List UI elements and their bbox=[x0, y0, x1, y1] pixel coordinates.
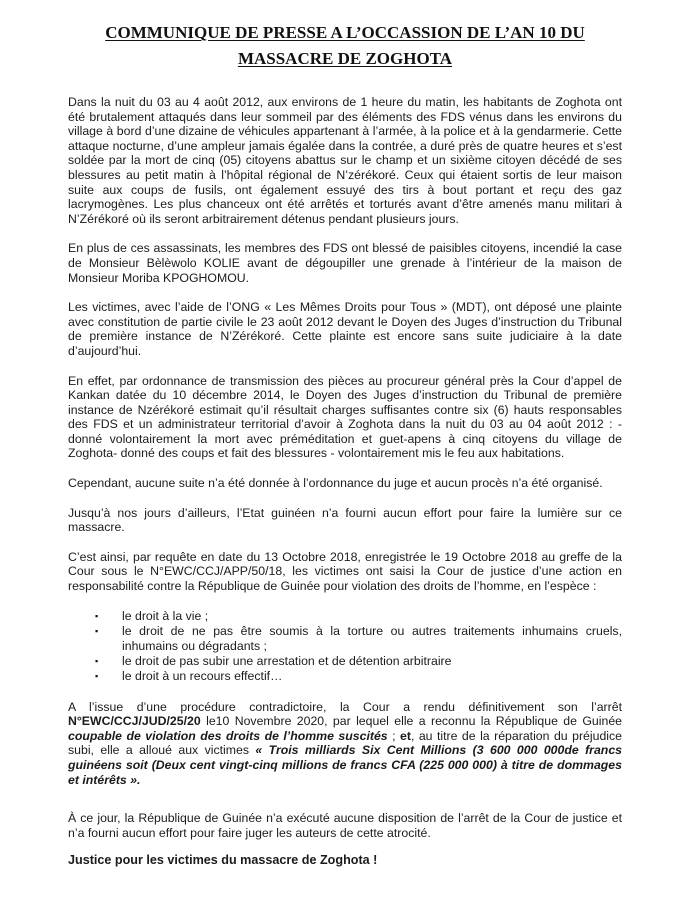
list-item-text: le droit de ne pas être soumis à la torture ou autres traitements inhumains cruels, inhumains ou dégradants ; bbox=[122, 623, 622, 654]
paragraph-judge-ordinance: En effet, par ordonnance de transmission des pièces au procureur général près la Cour d’appel de Kankan datée du 10 décembre 2014, le Doyen des Juges d’instruction du Tribunal de première instance de Nzérékoré estimait qu’il résultait charges suffisantes contre six (6) hauts responsables des FDS et un administrateur territorial d’avoir à Zoghota dans la nuit du 03 au 04 août 2012 : - donné volontairement la mort avec préméditation et guet-apens à cinq citoyens du village de Zoghota- donné des coups et fait des blessures - volontairement mis le feu aux habitations. bbox=[68, 373, 622, 461]
paragraph-additional-crimes: En plus de ces assassinats, les membres des FDS ont blessé de paisibles citoyens, incendié la case de Monsieur Bèlèwolo KOLIE avant de dégoupiller une grenade à l’intérieur de la maison de Monsieur Moriba KPOGHOMOU. bbox=[68, 241, 622, 285]
rights-violations-list bbox=[68, 609, 622, 685]
closing-slogan: Justice pour les victimes du massacre de Zoghota ! bbox=[68, 853, 378, 868]
paragraph-court-verdict: A l’issue d’une procédure contradictoire, la Cour a rendu définitivement son l’arrêt N°EWC/CCJ/JUD/25/20 le10 Novembre 2020, par lequel elle a reconnu la République de Guinée coupable de violation des droits de l’homme suscités ; et, au titre de la réparation du préjudice subi, elle a alloué aux victimes « Trois milliards Six Cent Millions (3 600 000 000de francs guinéens soit (Deux cent vingt-cinq millions de francs CFA (225 000 000) à titre de dommages et intérêts ». bbox=[68, 699, 623, 787]
list-item-text: le droit à un recours effectif… bbox=[122, 669, 283, 684]
list-item-no-torture bbox=[95, 624, 622, 654]
bullet-square-icon: ▪ bbox=[95, 625, 99, 636]
list-item-text: le droit à la vie ; bbox=[122, 608, 209, 623]
paragraph-state-inaction: Jusqu’à nos jours d’ailleurs, l’Etat guinéen n’a fourni aucun effort pour faire la lumière sur ce massacre. bbox=[68, 505, 622, 535]
title-line-1 bbox=[68, 20, 622, 46]
paragraph-complaint-filed: Les victimes, avec l’aide de l’ONG « Les Mêmes Droits pour Tous » (MDT), ont déposé une plainte avec constitution de partie civile le 23 août 2012 devant le Doyen des Juges d’instruction du Tribunal de première instance de N’Zérékoré. Cette plainte est encore sans suite judiciaire à la date d’aujourd’hui. bbox=[68, 300, 622, 358]
paragraph-attack-account: Dans la nuit du 03 au 4 août 2012, aux environs de 1 heure du matin, les habitants de Zoghota ont été brutalement attaqués dans leur sommeil par des éléments des FDS vénus dans les environs du village à bord d’une dizaine de véhicules appartenant à l’armée, à la police et à la gendarmerie. Cette attaque nocturne, d’une ampleur jamais égalée dans la contrée, a duré près de quatre heures et s’est soldée par la mort de cinq (05) citoyens abattus sur le champ et un sixième citoyen décédé de ses blessures au petit matin à l’hôpital régional de N’zérékoré. Ceux qui étaient sortis de leur maison suite aux coups de fusils, ont également essuyé des tirs à bout portant et reçu des gaz lacrymogènes. Les plus chanceux ont été arrêtés et torturés avant d’être amenés manu militari à N’Zérékoré où ils seront arbitrairement détenus pendant plusieurs jours. bbox=[68, 95, 622, 226]
title-line-1-text: COMMUNIQUE DE PRESSE A L’OCCASSION DE L’AN 10 DU bbox=[105, 23, 585, 42]
title-line-2 bbox=[68, 46, 622, 72]
bullet-square-icon: ▪ bbox=[95, 656, 99, 667]
paragraph-non-execution: À ce jour, la République de Guinée n’a exécuté aucune disposition de l’arrêt de la Cour de justice et n’a fourni aucun effort pour faire juger les auteurs de cette atrocité. bbox=[68, 811, 622, 840]
paragraph-ecowas-case: C’est ainsi, par requête en date du 13 Octobre 2018, enregistrée le 19 Octobre 2018 au greffe de la Cour sous le N°EWC/CCJ/APP/50/18, les victimes ont saisi la Cour de justice d’une action en responsabilité contre la République de Guinée pour violation des droits de l’homme, en l’espèce : bbox=[68, 549, 622, 594]
title-line-2-text: MASSACRE DE ZOGHOTA bbox=[237, 48, 453, 68]
list-item-right-to-life bbox=[95, 609, 622, 624]
list-item-no-arbitrary-detention bbox=[95, 654, 622, 669]
bullet-square-icon: ▪ bbox=[95, 610, 99, 621]
document-title bbox=[68, 20, 622, 71]
paragraph-no-trial: Cependant, aucune suite n’a été donnée à l’ordonnance du juge et aucun procès n’a été organisé. bbox=[68, 476, 603, 491]
list-item-text: le droit de pas subir une arrestation et de détention arbitraire bbox=[122, 654, 452, 669]
list-item-effective-remedy bbox=[95, 669, 622, 684]
bullet-square-icon: ▪ bbox=[95, 671, 99, 682]
